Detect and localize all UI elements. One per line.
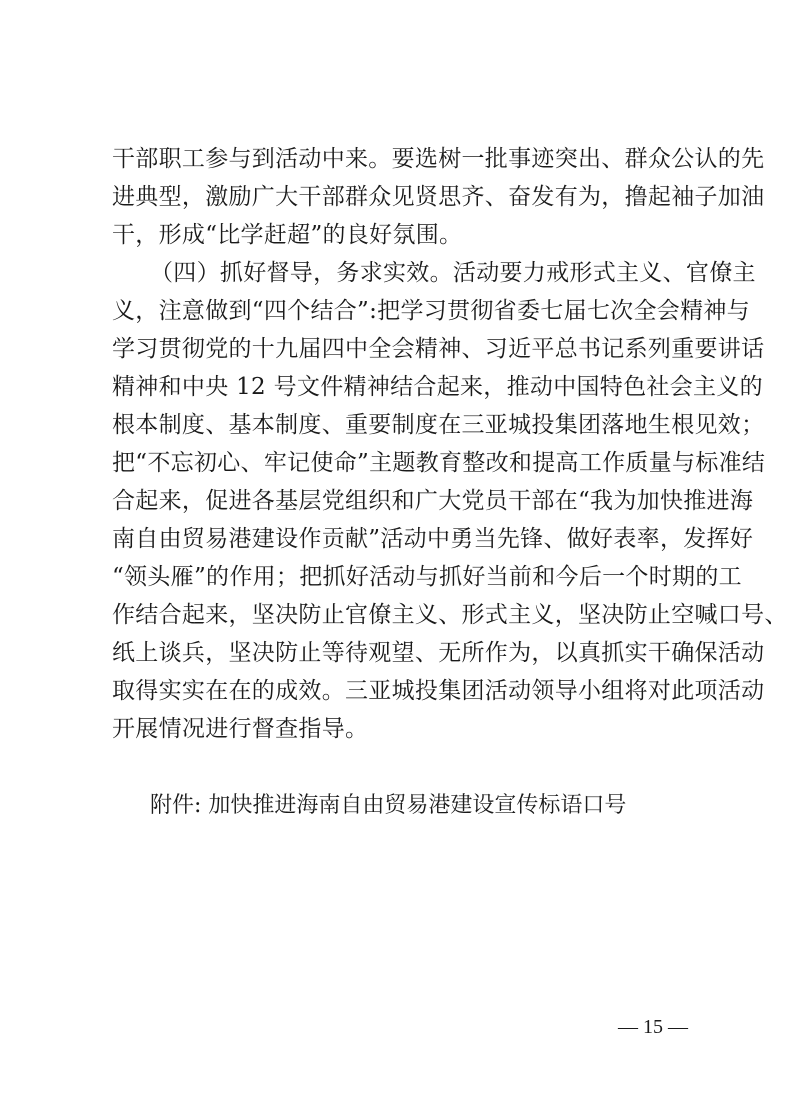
body-line: 取得实实在在的成效。三亚城投集团活动领导小组将对此项活动 [112, 678, 765, 704]
body-line: 开展情况进行督查指导。 [112, 716, 369, 742]
section-heading-line: （四）抓好督导，务求实效。活动要力戒形式主义、官僚主 [150, 260, 756, 286]
body-line: 义，注意做到“四个结合”:把学习贯彻省委七届七次全会精神与 [112, 298, 750, 324]
body-line: 学习贯彻党的十九届四中全会精神、习近平总书记系列重要讲话 [112, 336, 765, 362]
body-line: “领头雁”的作用；把抓好活动与抓好当前和今后一个时期的工 [112, 564, 742, 590]
body-line: 干，形成“比学赶超”的良好氛围。 [112, 222, 463, 248]
body-line: 精神和中央 12 号文件精神结合起来，推动中国特色社会主义的 [112, 374, 763, 400]
body-line: 根本制度、基本制度、重要制度在三亚城投集团落地生根见效； [112, 412, 765, 438]
attachment-line: 附件: 加快推进海南自由贸易港建设宣传标语口号 [150, 793, 627, 818]
body-line: 南自由贸易港建设作贡献”活动中勇当先锋、做好表率，发挥好 [112, 526, 754, 552]
body-line: 纸上谈兵，坚决防止等待观望、无所作为，以真抓实干确保活动 [112, 640, 765, 666]
page-number: — 15 — [618, 1016, 688, 1038]
body-line: 作结合起来，坚决防止官僚主义、形式主义，坚决防止空喊口号、 [112, 602, 788, 628]
body-line: 把“不忘初心、牢记使命”主题教育整改和提高工作质量与标准结 [112, 450, 766, 476]
body-line: 合起来，促进各基层党组织和广大党员干部在“我为加快推进海 [112, 488, 754, 514]
body-line: 进典型，激励广大干部群众见贤思齐、奋发有为，撸起袖子加油 [112, 184, 765, 210]
body-line: 干部职工参与到活动中来。要选树一批事迹突出、群众公认的先 [112, 146, 765, 172]
